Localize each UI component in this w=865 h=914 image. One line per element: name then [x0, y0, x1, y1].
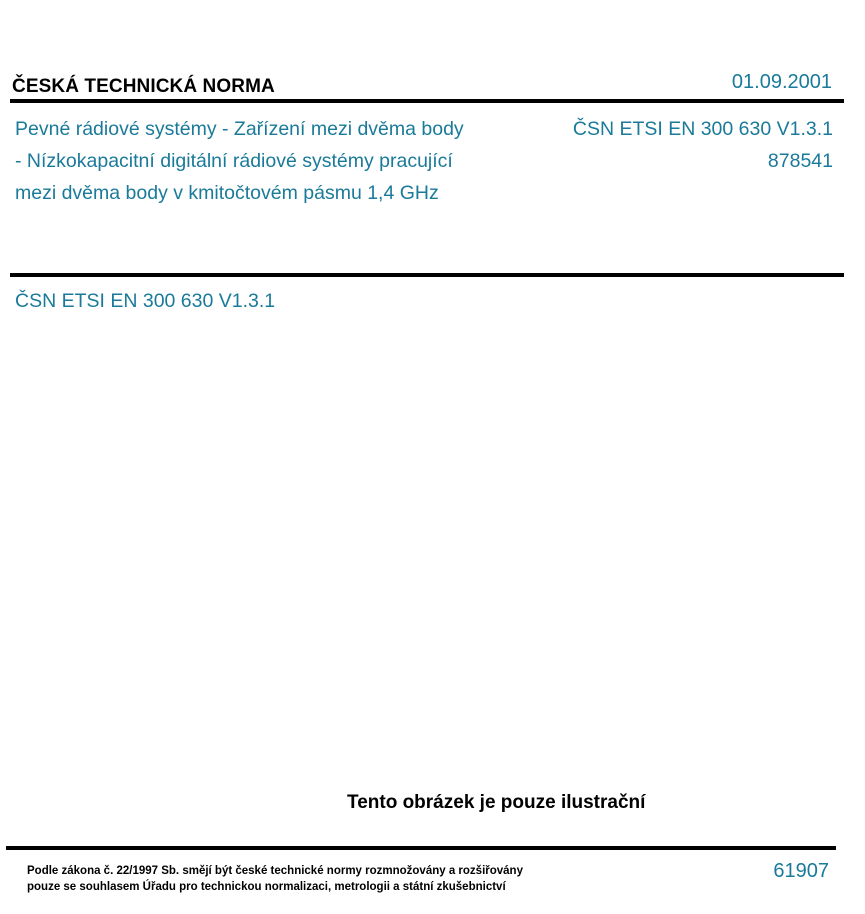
section-divider [10, 273, 844, 277]
standard-title-line: mezi dvěma body v kmitočtovém pásmu 1,4 GHz [15, 182, 439, 204]
standard-designation-repeat: ČSN ETSI EN 300 630 V1.3.1 [15, 290, 276, 312]
illustration-disclaimer: Tento obrázek je pouze ilustrační [347, 792, 646, 813]
legal-notice [27, 863, 523, 895]
standard-title-line: Pevné rádiové systémy - Zařízení mezi dvěma body [15, 118, 464, 140]
footer-divider [6, 846, 836, 850]
header-divider [10, 99, 844, 103]
document-header-label: ČESKÁ TECHNICKÁ NORMA [12, 76, 275, 97]
standard-identifiers [573, 113, 833, 177]
publication-date: 01.09.2001 [731, 71, 832, 93]
standard-title-line: - Nízkokapacitní digitální rádiové systémy pracující [15, 150, 453, 172]
standard-title [15, 113, 530, 209]
legal-notice-line: Podle zákona č. 22/1997 Sb. smějí být české technické normy rozmnožovány a rozšiřovány [27, 865, 523, 877]
legal-notice-line: pouze se souhlasem Úřadu pro technickou normalizaci, metrologii a státní zkušebnictví [27, 881, 506, 893]
standard-designation: ČSN ETSI EN 300 630 V1.3.1 [572, 118, 833, 140]
document-id: 61907 [773, 860, 829, 882]
catalog-number: 878541 [767, 150, 833, 172]
